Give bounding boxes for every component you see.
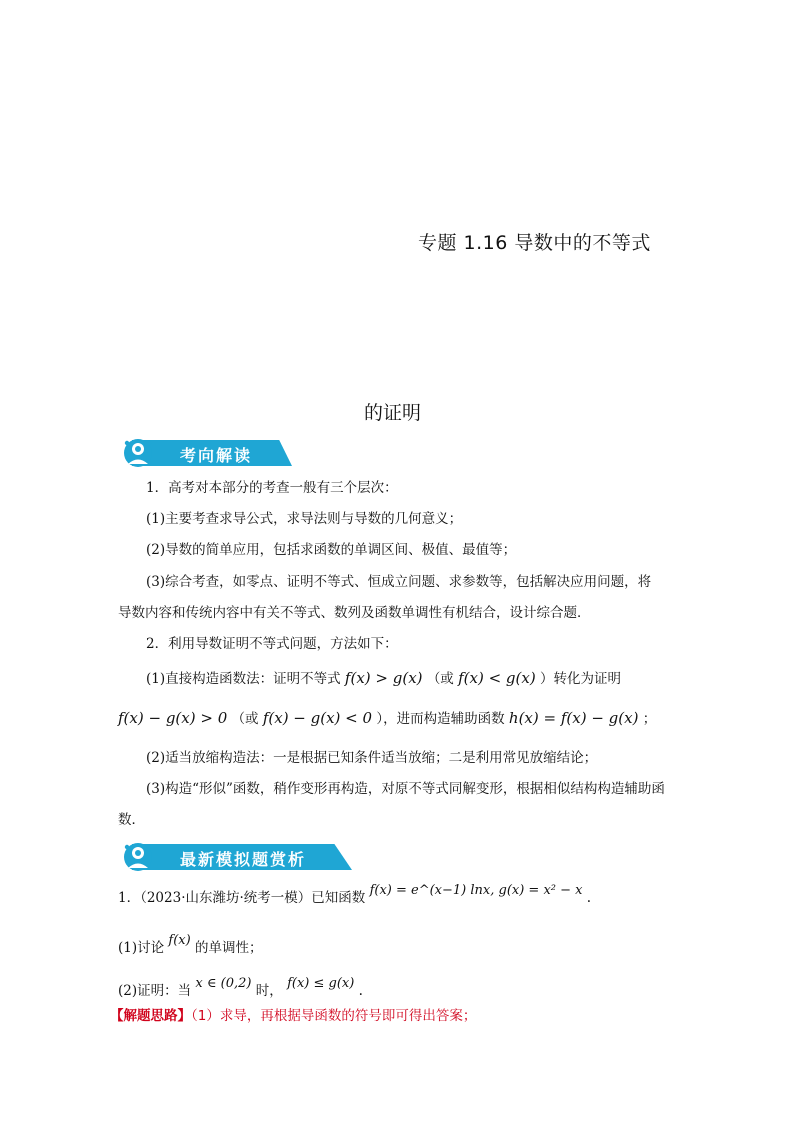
math-expression: h(x) = f(x) − g(x) [508,709,639,727]
banner-label: 最新模拟题赏析 [180,850,307,869]
person-icon [118,434,158,468]
text-paragraph [118,708,656,729]
solution-hint [110,1006,476,1026]
math-expression: f(x) − g(x) > 0 [118,709,228,727]
section-banner-zuixin [118,838,358,872]
text-span: 1．（2023·山东潍坊·统考一模）已知函数 [118,890,366,906]
math-expression: f(x) ≤ g(x) [287,976,355,991]
person-icon [118,838,158,872]
text-span: （或 [231,711,259,727]
math-expression: f(x) > g(x) [344,669,423,687]
text-span: (1)讨论 [118,940,165,956]
text-paragraph: (2)适当放缩构造法：一是根据已知条件适当放缩；二是利用常见放缩结论； [146,750,598,766]
text-paragraph: (1)主要考查求导公式，求导法则与导数的几何意义； [146,511,463,527]
text-paragraph: (2)导数的简单应用，包括求函数的单调区间、极值、最值等； [146,542,517,558]
text-paragraph: 2．利用导数证明不等式问题，方法如下： [146,636,398,652]
text-span: 的单调性； [195,940,263,956]
text-paragraph [146,668,621,689]
hint-label: 【解题思路】 [110,1008,191,1024]
math-expression: f(x) − g(x) < 0 [262,709,373,727]
problem-statement [118,883,592,909]
text-span: . [586,890,592,906]
text-span: （或 [426,671,454,687]
text-span: (2)证明：当 [118,983,192,999]
page-title-continued: 的证明 [364,402,422,424]
text-span: . [358,983,363,999]
text-paragraph: (3)综合考查，如零点、证明不等式、恒成立问题、求参数等，包括解决应用问题，将 [146,574,652,590]
text-span: 时， [255,983,283,999]
text-paragraph: 导数内容和传统内容中有关不等式、数列及函数单调性有机结合，设计综合题． [118,605,591,621]
sub-question-1 [118,933,263,959]
math-expression: f(x) < g(x) [458,669,536,687]
page-title: 专题 1.16 导数中的不等式 [418,232,651,254]
hint-text: （1）求导，再根据导函数的符号即可得出答案； [191,1008,477,1024]
math-expression: x ∈ (0,2) [195,976,252,991]
text-paragraph: (3)构造“形似”函数，稍作变形再构造，对原不等式同解变形，根据相似结构构造辅助函 [146,781,665,797]
text-paragraph: 数． [118,812,145,828]
banner-label: 考向解读 [180,446,253,465]
text-span: ），进而构造辅助函数 [376,711,505,727]
section-banner-kaoxiang [118,434,293,468]
text-span: (1)直接构造函数法：证明不等式 [146,671,341,687]
text-span: ； [642,711,657,727]
text-span: ）转化为证明 [540,671,621,687]
sub-question-2 [118,976,363,1002]
math-expression: f(x) = e^(x−1) lnx, g(x) = x² − x [369,883,583,898]
text-paragraph: 1．高考对本部分的考查一般有三个层次： [146,480,398,496]
math-expression: f(x) [168,933,191,948]
